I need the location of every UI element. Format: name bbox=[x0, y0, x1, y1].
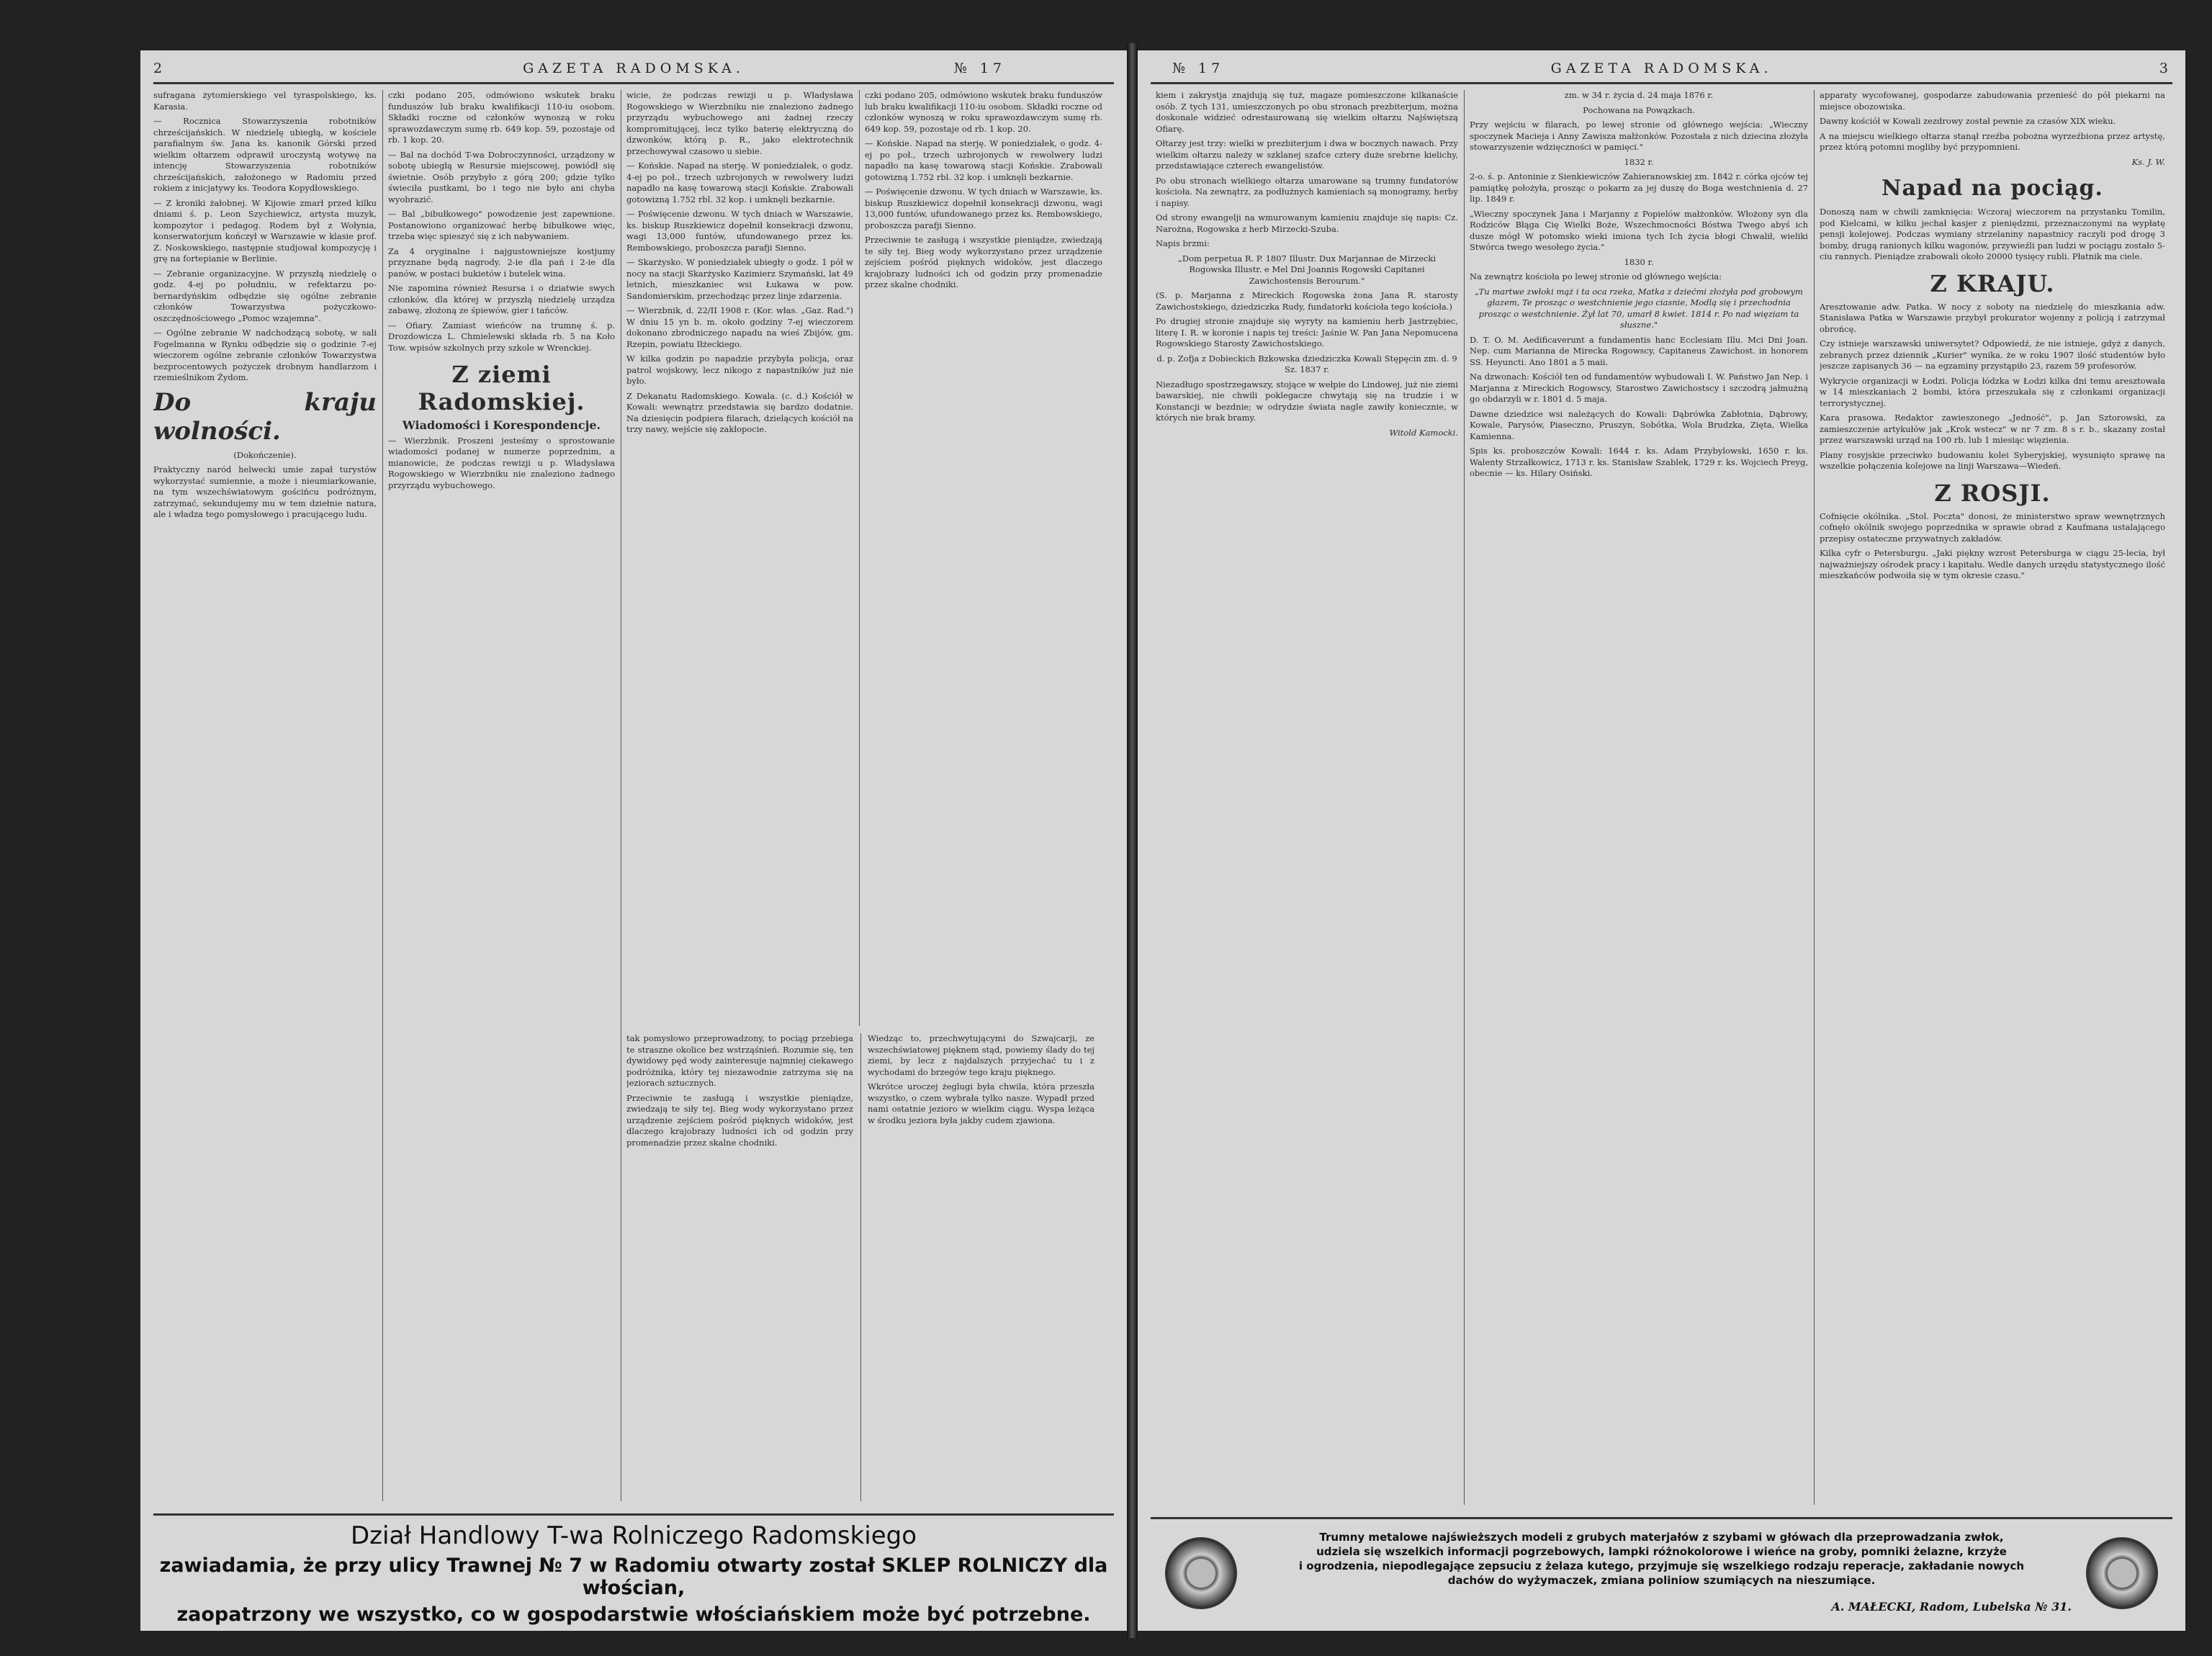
author-signature: Ks. J. W. bbox=[2131, 156, 2165, 167]
paragraph: Plany rosyjskie przeciwko budowaniu kolei Syberyjskiej, wysunięto sprawę na wszelkie połączenia kolejowe na linji Warszawa—Wiedeń. bbox=[1820, 449, 2165, 471]
column-rule bbox=[859, 90, 860, 1026]
advert-text bbox=[1248, 1530, 2075, 1588]
right-head-rule bbox=[1151, 82, 2172, 84]
paragraph: Napis brzmi: bbox=[1156, 238, 1210, 248]
paragraph: W kilka godzin po napadzie przybyła policja, oraz patrol wojskowy, lecz nikogo z napastników już nie było. bbox=[626, 354, 853, 386]
column-rule bbox=[1814, 90, 1815, 1505]
paragraph: Donoszą nam w chwili zamknięcia: Wczoraj wieczorem na przystanku Tomilin, pod Kielcami, w kilku jechał kasjer z pieniędzmi, przeznaczonymi na wypłatę pensji kolejowej. Podczas wymiany strzelaniny napastnicy raczyli pod drogę 3 bomby, drugą ranionych kilku wagonów, przywieźli pan ludzi w pociągu zostało 5-ciu rannych. Pieniądze zrabowali około 20000 tysięcy rubli. Płatnik ma ciele. bbox=[1820, 207, 2165, 261]
inscription: „Dom perpetua R. P. 1807 Illustr. Dux Marjannae de Mirzecki Rogowska Illustr. e Mel Dni Joannis Rogowski Capitanei Zawichostensis Berourum." bbox=[1177, 253, 1437, 286]
advert-line: udziela się wszelkich informacji pogrzebowych, lampki różnokolorowe i wieńce na groby, pomniki żelazne, krzyże bbox=[1316, 1545, 2007, 1558]
paragraph: — Poświęcenie dzwonu. W tych dniach w Warszawie, ks. biskup Ruszkiewicz dopełnił konsekracji dzwonu, wagi 13,000 funtów, ufundowanego przez ks. Rembowskiego, proboszcza parafji Sienno. bbox=[626, 209, 853, 253]
paragraph: Cofnięcie okólnika. „Stol. Poczta" donosi, że ministerstwo spraw wewnętrznych cofnęło okólnik swojego poprzednika w sprawie obrad z Kaufmana ustalającego przepisy ostateczne przywatnych zakładów. bbox=[1820, 510, 2165, 544]
paragraph: Nie zapomina również Resursa i o dziatwie swych członków, dla której w przyszłą niedzielę urządza zabawę, złożoną ze śpiewów, gier i tańców. bbox=[388, 283, 615, 315]
paragraph: D. T. O. M. Aedificaverunt a fundamentis hanc Ecclesiam Illu. Mci Dni Joan. Nep. cum Marianna de Mirecka Rogowscy, Capitaneus Zawichost. in honorem SS. Heyuncti. Ano 1801 a 5 maii. bbox=[1470, 334, 1808, 367]
year-line: 1830 r. bbox=[1624, 256, 1654, 267]
paragraph: kiem i zakrystja znajdują się tuż, magaze pomieszczone kilkanaście osób. Z tych 131, umieszczonych po obu stronach prezbiterjum, można doskonale widzieć odrestaurowaną się wielkim ołtarzu Najświętszą Ofiarę. bbox=[1156, 90, 1458, 134]
year-line: 1832 r. bbox=[1624, 156, 1654, 167]
paragraph: Wkrótce uroczej żeglugi była chwila, która przeszła wszystko, o czem wybrała tylko nasze. Wypadł przed nami ostatnie jezioro w wielkim ciągu. Wyspa leżąca w środku jeziora była jakby cudem zjawiona. bbox=[868, 1081, 1094, 1125]
left-running-head bbox=[153, 59, 1114, 81]
right-column-2 bbox=[1470, 90, 1808, 1505]
paragraph: Dawny kościół w Kowali zezdrowy został pewnie za czasów XIX wieku. bbox=[1820, 116, 2116, 126]
paragraph: Ołtarzy jest trzy: wielki w prezbiterjum i dwa w bocznych nawach. Przy wielkim ołtarzu należy w szklanej szafce cztery duże srebrne kielichy, przedstawiające czterech ewangelistów. bbox=[1156, 138, 1458, 171]
section-heading-z-rosji: Z ROSJI. bbox=[1934, 479, 2051, 507]
paragraph: A na miejscu wielkiego ołtarza stanął rzeźba pobożna wyrzeźbiona przez artystę, przez którą potomni mogliby być przypomnieni. bbox=[1820, 130, 2165, 152]
paragraph: Dawne dziedzice wsi należących do Kowali: Dąbrówka Zabłotnia, Dąbrowy, Kowale, Parysów, Piaseczno, Pruszyn, Sobótka, Wola Brudzka, Zięta, Wielka Kamienna. bbox=[1470, 408, 1808, 441]
binding-gutter bbox=[1127, 43, 1138, 1638]
paragraph: Wiedząc to, przechwytującymi do Szwajcarji, ze wszechświatowej pięknem stąd, powiemy ślady do tej ziemi, by lecz z najdalszych przyjechać tu i z wychodami do brzegów tego kraju pięknego. bbox=[868, 1033, 1094, 1077]
advert-line: i ogrodzenia, niepodlegające zepsuciu z żelaza kutego, przyjmuje się wszelkiego rodzaju reperacje, zakładanie nowych bbox=[1298, 1560, 2025, 1572]
paragraph: Niezadługo spostrzegawszy, stojące w wełpie do Lindowej, już nie ziemi bawarskiej, nie chwili poklegacze chwytają się na trudzie i w Konstancji w bezdnie; w odrydzie świata nagle zawiły koniecznie, w których nie brak bramy. bbox=[1156, 379, 1458, 423]
right-page bbox=[1138, 50, 2185, 1631]
left-page-number: 2 bbox=[153, 60, 167, 76]
headline-train-robbery: Napad na pociąg. bbox=[1881, 176, 2103, 201]
advert-line: zaopatrzony we wszystko, co w gospodarstwie włościańskiem może być potrzebne. bbox=[176, 1603, 1091, 1626]
paragraph: — Bal na dochód T-wa Dobroczynności, urządzony w sobotę ubiegłą w Resursie miejscowej, powiódł się świetnie. Osób przybyło z górą 200; gdzie tylko świeciła pustkami, bo i tego nie było ani chyba wyobrazić. bbox=[388, 149, 615, 204]
coat-of-arms-seal-icon bbox=[1165, 1537, 1237, 1609]
paragraph: Na dzwonach: Kościół ten od fundamentów wybudowali I. W. Państwo Jan Nep. i Marjanna z Mireckich Rogowscy, Starostwo Zawichostscy i szczodrą jałmużną go obdarzyli w r. 1801 d. 5 maja. bbox=[1470, 372, 1808, 404]
right-page-number: 3 bbox=[2159, 60, 2172, 76]
paragraph: Od strony ewangelji na wmurowanym kamieniu znajduje się napis: Cz. Narożna, Rogowska z herb Mirzecki-Szuba. bbox=[1156, 212, 1458, 234]
paragraph: sufragana żytomierskiego vel tyraspolskiego, ks. Karasia. bbox=[153, 90, 377, 112]
left-advertisement bbox=[153, 1513, 1114, 1626]
left-column-1 bbox=[153, 90, 377, 1501]
right-issue-number: № 17 bbox=[1172, 60, 1225, 76]
column-rule bbox=[1464, 90, 1465, 1505]
left-page bbox=[140, 50, 1127, 1631]
paragraph: zm. w 34 r. życia d. 24 maja 1876 r. bbox=[1564, 90, 1714, 100]
paragraph: czki podano 205, odmówiono wskutek braku funduszów lub braku kwalifikacji 110-iu osobom. Składki roczne od członków wynoszą w roku sprawozdawczym sumę rb. 649 kop. 59, pozostaje od rb. 1 kop. 20. bbox=[388, 90, 615, 145]
paragraph: — Skarżysko. W poniedziałek ubiegły o godz. 1 pół w nocy na stacji Skarżysko Kazimierz Szymański, lat 49 letnich, mieszkaniec wsi Łukawa w pow. Sandomierskim, przechodząc przez linje zdarzenia. bbox=[626, 257, 853, 301]
column-rule bbox=[382, 90, 383, 1501]
advert-line: zawiadamia, że przy ulicy Trawnej № 7 w Radomiu otwarty został SKLEP ROLNICZY dla włościan, bbox=[159, 1554, 1108, 1599]
continuation-note: (Dokończenie). bbox=[233, 449, 297, 460]
advert-line: dachów do wyżymaczek, zmiana poliniow szumiących na nieszumiące. bbox=[1447, 1574, 1876, 1587]
paragraph: „Wieczny spoczynek Jana i Marjanny z Popielów małżonków. Włożony syn dla Rodziców Błąga Cię Wielki Boże, Wszechmocności Bóstwa Twego abyś ich dusze mógł W potomsko wieki imiona tych Ich życia błogi Chwalił, wieliki Stwórca twego wesołego życia." bbox=[1470, 208, 1808, 252]
paragraph: — Ofiary. Zamiast wieńców na trumnę ś. p. Drozdowicza L. Chmielewski składa rb. 5 na Koło Tow. wpisów szkolnych przy szkole w Wrenckiej. bbox=[388, 320, 615, 353]
paragraph: — Poświęcenie dzwonu. W tych dniach w Warszawie, ks. biskup Ruszkiewicz dopełnił konsekracji dzwonu, wagi 13,000 funtów, ufundowanego przez ks. Rembowskiego, proboszcza parafji Sienno. bbox=[865, 186, 1102, 230]
paragraph: Przeciwnie te zasługą i wszystkie pieniądze, zwiedzają te siły tej. Bieg wody wykorzystano przez urządzenie zejściem pośród pięknych widoków, jest dlaczego krajobrazy ludności ich od godzin przy promenadzie przez skalne chodniki. bbox=[865, 235, 1102, 289]
coat-of-arms-seal-icon bbox=[2086, 1537, 2158, 1609]
paragraph: Spis ks. proboszczów Kowali: 1644 r. ks. Adam Przybylowski, 1650 r. ks. Walenty Strzałkowicz, 1713 r. ks. Stanisław Szablek, 1729 r. ks. Wojciech Preyg, obecnie — ks. Hilary Osiński. bbox=[1470, 446, 1808, 478]
left-column-3 bbox=[626, 90, 853, 1026]
paragraph: — Końskie. Napad na sterję. W poniedziałek, o godz. 4-ej po poł., trzech uzbrojonych w rewolwery ludzi napadło na kasę towarową stacji Końskie. Zrabowali gotowizną 1.752 rbl. 32 kop. i umknęli bezkarnie. bbox=[626, 161, 853, 204]
author-signature: Witold Kamocki. bbox=[1389, 427, 1458, 438]
left-column-4 bbox=[865, 90, 1102, 1026]
right-advertisement bbox=[1151, 1517, 2172, 1616]
paragraph: — Ogólne zebranie W nadchodzącą sobotę, w sali Fogelmanna w Rynku odbędzie się o godzinie 7-ej wieczorem ogólne zebranie członków Towarzystwa bezprocentowych pożyczek drobnym handlarzom i rzemieślnikom Żydom. bbox=[153, 328, 377, 382]
paragraph: Kara prasowa. Redaktor zawieszonego „Jedność", p. Jan Sztorowski, za zamieszczenie artykułów jak „Krok wstecz" w nr 7 zm. 8 s r. b., skazany został przez warszawski urząd na 100 rb. lub 1 miesiąc więzienia. bbox=[1820, 413, 2165, 445]
inscription: d. p. Zofja z Dobieckich Bzkowska dziedziczka Kowali Stępęcin zm. d. 9 Sz. 1837 r. bbox=[1156, 353, 1457, 374]
paragraph: — Końskie. Napad na sterję. W poniedziałek, o godz. 4-ej po poł., trzech uzbrojonych w rewolwery ludzi napadło na kasę towarową stacji Końskie. Zrabowali gotowizną 1.752 rbl. 32 kop. i umknęli bezkarnie. bbox=[865, 138, 1102, 182]
paragraph: wicie, że podczas rewizji u p. Władysława Rogowskiego w Wierzbniku nie znaleziono żadnego przyrządu wybuchowego ani żadnej rzeczy kompromitującej, lecz tylko baterię elektryczną do dzwonków, którą p. R., jako elektrotechnik przechowywał czasowo u siebie. bbox=[626, 90, 853, 156]
paragraph: — Wierzbnik. Proszeni jesteśmy o sprostowanie wiadomości podanej w numerze poprzednim, a mianowicie, że podczas rewizji u p. Władysława Rogowskiego w Wierzbniku nie znaleziono żadnego przyrządu wybuchowego. bbox=[388, 435, 615, 490]
paragraph: Przy wejściu w filarach, po lewej stronie od głównego wejścia: „Wieczny spoczynek Macieja i Anny Zawisza małżonków. Pozostała z nich dziecina złożyła stowarzyszenie wdzięczności w pamięci." bbox=[1470, 120, 1808, 152]
section-subheading: Wiadomości i Korespondencje. bbox=[402, 418, 601, 432]
paragraph: Wykrycie organizacji w Łodzi. Policja łódzka w Łodzi kilka dni temu aresztowała w 14 mieszkaniach 2 bombi, która przeszukała się z członkami organizacji terrorystycznej. bbox=[1820, 375, 2165, 408]
paragraph: — Zebranie organizacyjne. W przyszłą niedzielę o godz. 4-ej po południu, w refektarzu po-bernardyńskim odbędzie się ogólne zebranie członków Towarzystwa pożyczkowo-oszczędnościowego „Pomoc wzajemna". bbox=[153, 268, 377, 323]
paragraph: czki podano 205, odmówiono wskutek braku funduszów lub braku kwalifikacji 110-iu osobom. Składki roczne od członków wynoszą w roku sprawozdawczym sumę rb. 649 kop. 59, pozostaje od rb. 1 kop. 20. bbox=[865, 90, 1102, 134]
paragraph: 2-o. ś. p. Antoninie z Sienkiewiczów Zahieranowskiej zm. 1842 r. córka ojców tej pamiątkę położyła, prosząc o pokarm za jej duszę do Boga westchnienia d. 27 lip. 1849 r. bbox=[1470, 171, 1808, 204]
advertiser-signature: A. MAŁECKI, Radom, Lubelska № 31. bbox=[1831, 1600, 2072, 1614]
paragraph: (S. p. Marjanna z Mireckich Rogowska żona Jana R. starosty Zawichostskiego, dziedziczka Rudy, fundatorki kościoła tego kościoła.) bbox=[1156, 290, 1458, 312]
advert-line: Dział Handlowy T-wa Rolniczego Radomskiego bbox=[350, 1521, 917, 1550]
paragraph: Z Dekanatu Radomskiego. Kowala. (c. d.) Kościół w Kowali: wewnątrz przedstawia się bardzo dodatnie. Na dziesięcin podpiera filarach, dzielących kościół na trzy nawy, wejście się zakłopocie. bbox=[626, 390, 853, 434]
paragraph: Praktyczny naród helwecki umie zapał turystów wykorzystać sumiennie, a może i nieumiarkowanie, na tym wszechświatowym gościńcu podróżnym, zatrzymać, sekundujemy mu w tem dziełnie natura, ale i władza tego pomysłowego i pracującego ludu. bbox=[153, 464, 377, 519]
paragraph: Na zewnątrz kościoła po lewej stronie od głównego wejścia: bbox=[1470, 271, 1722, 282]
left-running-title: GAZETA RADOMSKA. bbox=[523, 60, 745, 76]
paragraph: — Wierzbnik, d. 22/II 1908 r. (Kor. włas. „Gaz. Rad.") W dniu 15 yn b. m. około godziny 7-ej wieczorem dokonano zbrodniczego napadu na wieś Zbijów, gm. Rzepin, powiatu Iłżeckiego. bbox=[626, 305, 853, 349]
left-column-2 bbox=[388, 90, 615, 1501]
right-running-head bbox=[1151, 59, 2172, 81]
left-head-rule bbox=[153, 82, 1114, 84]
advert-line: Trumny metalowe najświeższych modeli z grubych materjałów z szybami w główach dla przeprowadzania zwłok, bbox=[1319, 1531, 2004, 1544]
left-issue-number: № 17 bbox=[953, 60, 1006, 76]
inscription: „Tu martwe zwłoki mąż i ta oca rzeka, Matka z dziećmi złożyła pod grobowym głazem, Te prosząc o westchnienie jego ciasnie, Modlą się i przechodnia prosząc o westchnienie. Żył lat 70, umarł 8 kwiet. 1814 r. Po nad więziam ta słuszne." bbox=[1475, 286, 1803, 330]
left-feuilleton-continuation bbox=[626, 1033, 1094, 1501]
right-column-1 bbox=[1156, 90, 1458, 1505]
paragraph: Kilka cyfr o Petersburgu. „Jaki piękny wzrost Petersburga w ciągu 25-lecia, był najważniejszy ośrodek pracy i kapitału. Wedle danych urzędu statystycznego ilość mieszkańców podwoiła się w tym okresie czasu." bbox=[1820, 548, 2165, 580]
paragraph: Przeciwnie te zasługą i wszystkie pieniądze, zwiedzają te siły tej. Bieg wody wykorzystano przez urządzenie zejściem pośród pięknych widoków, jest dlaczego krajobrazy ludności ich od godzin przy promenadzie przez skalne chodniki. bbox=[626, 1092, 853, 1148]
paragraph: — Bal „bibułkowego" powodzenie jest zapewnione. Postanowiono organizować herbę bibułkowe więc, trzeba więc spieszyć się z ich nabywaniem. bbox=[388, 209, 615, 241]
paragraph: — Rocznica Stowarzyszenia robotników chrześcijańskich. W niedzielę ubiegłą, w kościele parafialnym św. Jana ks. kanonik Górski przed wielkim ołtarzem odprawił uroczystą wotywę na intencję Stowarzyszenia robotników chrześcijańskich, założonego w Radomiu przed rokiem z inicjatywy ks. Teodora Kopydłowskiego. bbox=[153, 116, 377, 193]
paragraph: Za 4 oryginalne i najgustowniejsze kostjumy przyznane będą nagrody. 2-ie dla pań i 2-ie dla panów, w postaci bukietów i butelek wina. bbox=[388, 246, 615, 279]
paragraph: apparaty wycofowanej, gospodarze zabudowania przenieść do pół piekarni na miejsce obozowiska. bbox=[1820, 90, 2165, 112]
paragraph: Po drugiej stronie znajduje się wyryty na kamieniu herb Jastrzębiec, literę I. R. w koronie i napis tej treści: Jaśnie W. Pan Jana Nepomucena Rogowskiego Starosty Zawichostskiego. bbox=[1156, 316, 1458, 348]
paragraph: Po obu stronach wielkiego ołtarza umarowane są trumny fundatorów kościoła. Na zewnątrz, za podłużnych kamieniach są monogramy, herby i napisy. bbox=[1156, 175, 1458, 208]
paragraph: Pochowana na Powązkach. bbox=[1583, 104, 1695, 115]
paragraph: Aresztowanie adw. Patka. W nocy z soboty na niedzielę do mieszkania adw. Stanisława Patka w Warszawie przybył prokurator wojenny z policją i zatrzymał obrońcę. bbox=[1820, 301, 2165, 334]
paragraph: — Z kroniki żałobnej. W Kijowie zmarł przed kilku dniami ś. p. Leon Szychiewicz, artysta muzyk, kompozytor i pedagog. Rodem był z Wołynia, konserwatorjum kończył w Warszawie w klasie prof. Z. Noskowskiego, następnie studjował kompozycję i grę na fortepianie w Berlinie. bbox=[153, 197, 377, 264]
right-column-3 bbox=[1820, 90, 2165, 1505]
feuilleton-headline: Do kraju wolności. bbox=[153, 387, 377, 446]
paragraph: tak pomysłowo przeprowadzony, to pociąg przebiega te straszne okolice bez wstrząśnień. Rozumie się, ten dywidowy pęd wody zainteresuje najmniej ciekawego podróżnika, który tej niezawodnie zatrzyma się na jeziorach sztucznych. bbox=[626, 1033, 853, 1088]
paragraph: Czy istnieje warszawski uniwersytet? Odpowiedź, że nie istnieje, gdyż z danych, zebranych przez dziennik „Kurier" wynika, że w roku 1907 ilość studentów było jeszcze zapisanych 36 — na egzaminy przystąpiło 23, razem 59 profesorów. bbox=[1820, 338, 2165, 371]
right-running-title: GAZETA RADOMSKA. bbox=[1550, 60, 1773, 76]
section-heading-z-kraju: Z KRAJU. bbox=[1930, 269, 2055, 297]
section-heading: Z ziemi Radomskiej. bbox=[418, 361, 585, 415]
